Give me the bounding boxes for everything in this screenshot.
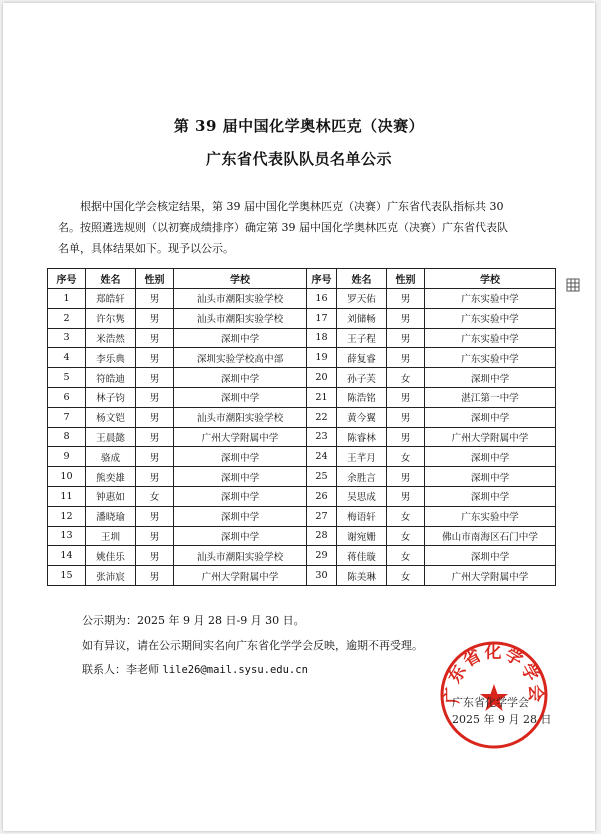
header-gender: 性别 — [136, 269, 174, 289]
header-gender: 性别 — [387, 269, 425, 289]
cell-gender: 男 — [136, 526, 174, 546]
cell-gender: 男 — [136, 387, 174, 407]
cell-school: 深圳中学 — [174, 506, 307, 526]
cell-school: 深圳中学 — [425, 407, 556, 427]
cell-gender: 男 — [136, 506, 174, 526]
cell-gender: 男 — [136, 447, 174, 467]
cell-name: 钟惠如 — [86, 486, 136, 506]
cell-name: 王晨懿 — [86, 427, 136, 447]
cell-index: 20 — [307, 368, 337, 388]
cell-index: 14 — [48, 546, 86, 566]
table-expand-icon[interactable] — [566, 278, 580, 292]
document-subtitle: 广东省代表队队员名单公示 — [205, 150, 392, 168]
cell-gender: 男 — [387, 308, 425, 328]
cell-gender: 男 — [387, 407, 425, 427]
contact-line — [82, 661, 308, 677]
contact-label: 联系人：李老师 — [82, 663, 163, 676]
cell-name: 罗天佑 — [337, 289, 387, 309]
header-name: 姓名 — [337, 269, 387, 289]
cell-index: 18 — [307, 328, 337, 348]
document-title: 第 39 届中国化学奥林匹克（决赛） — [173, 117, 425, 135]
cell-gender: 男 — [387, 289, 425, 309]
cell-index: 3 — [48, 328, 86, 348]
cell-school: 广东实验中学 — [425, 289, 556, 309]
cell-index: 30 — [307, 566, 337, 586]
cell-index: 16 — [307, 289, 337, 309]
cell-school: 深圳中学 — [174, 387, 307, 407]
intro-paragraph — [58, 196, 553, 259]
table-row — [48, 289, 556, 309]
table-row — [48, 308, 556, 328]
table-row — [48, 566, 556, 586]
table-row — [48, 447, 556, 467]
intro-line: 根据中国化学会核定结果，第 39 届中国化学奥林匹克（决赛）广东省代表队指标共 30 — [80, 200, 504, 213]
cell-name: 符皓迪 — [86, 368, 136, 388]
cell-gender: 男 — [136, 427, 174, 447]
table-row — [48, 348, 556, 368]
notice-period: 公示期为：2025 年 9 月 28 日-9 月 30 日。 — [82, 614, 305, 627]
header-index: 序号 — [307, 269, 337, 289]
document-page — [3, 3, 595, 831]
cell-index: 24 — [307, 447, 337, 467]
cell-school: 深圳中学 — [174, 467, 307, 487]
cell-school: 深圳中学 — [174, 447, 307, 467]
cell-name: 王芊月 — [337, 447, 387, 467]
cell-school: 广州大学附属中学 — [425, 566, 556, 586]
cell-school: 广州大学附属中学 — [174, 427, 307, 447]
cell-index: 10 — [48, 467, 86, 487]
cell-gender: 男 — [136, 328, 174, 348]
cell-gender: 男 — [387, 427, 425, 447]
cell-gender: 男 — [136, 368, 174, 388]
cell-name: 谢宛姗 — [337, 526, 387, 546]
cell-name: 骆成 — [86, 447, 136, 467]
cell-gender: 女 — [387, 546, 425, 566]
cell-school: 汕头市潮阳实验学校 — [174, 546, 307, 566]
header-index: 序号 — [48, 269, 86, 289]
cell-gender: 女 — [136, 486, 174, 506]
cell-index: 21 — [307, 387, 337, 407]
cell-index: 13 — [48, 526, 86, 546]
cell-name: 李乐典 — [86, 348, 136, 368]
cell-name: 薛复睿 — [337, 348, 387, 368]
cell-name: 黄今翼 — [337, 407, 387, 427]
cell-gender: 男 — [387, 348, 425, 368]
cell-school: 深圳中学 — [425, 467, 556, 487]
cell-school: 深圳实验学校高中部 — [174, 348, 307, 368]
contact-email[interactable]: lile26@mail.sysu.edu.cn — [162, 664, 308, 676]
cell-gender: 女 — [387, 526, 425, 546]
table-row — [48, 506, 556, 526]
cell-index: 27 — [307, 506, 337, 526]
cell-school: 深圳中学 — [174, 368, 307, 388]
cell-name: 蒋佳璇 — [337, 546, 387, 566]
cell-school: 湛江第一中学 — [425, 387, 556, 407]
cell-gender: 男 — [387, 387, 425, 407]
table-header-row — [48, 269, 556, 289]
cell-school: 深圳中学 — [425, 486, 556, 506]
objection-note: 如有异议，请在公示期间实名向广东省化学学会反映，逾期不再受理。 — [82, 639, 423, 652]
signature-date: 2025 年 9 月 28 日 — [452, 713, 552, 726]
cell-index: 23 — [307, 427, 337, 447]
cell-index: 9 — [48, 447, 86, 467]
cell-gender: 男 — [136, 546, 174, 566]
cell-gender: 男 — [136, 467, 174, 487]
table-row — [48, 526, 556, 546]
header-name: 姓名 — [86, 269, 136, 289]
cell-name: 郑皓轩 — [86, 289, 136, 309]
cell-index: 1 — [48, 289, 86, 309]
cell-name: 余胜言 — [337, 467, 387, 487]
cell-name: 潘晓瑜 — [86, 506, 136, 526]
cell-school: 汕头市潮阳实验学校 — [174, 289, 307, 309]
cell-school: 深圳中学 — [425, 447, 556, 467]
cell-school: 汕头市潮阳实验学校 — [174, 407, 307, 427]
cell-gender: 女 — [387, 368, 425, 388]
cell-gender: 男 — [136, 407, 174, 427]
table-row — [48, 546, 556, 566]
header-school: 学校 — [425, 269, 556, 289]
header-school: 学校 — [174, 269, 307, 289]
cell-index: 26 — [307, 486, 337, 506]
cell-school: 广东实验中学 — [425, 308, 556, 328]
cell-gender: 男 — [136, 348, 174, 368]
table-row — [48, 387, 556, 407]
cell-name: 米浩然 — [86, 328, 136, 348]
cell-school: 广东实验中学 — [425, 348, 556, 368]
cell-gender: 男 — [387, 467, 425, 487]
cell-name: 梅语轩 — [337, 506, 387, 526]
cell-name: 陈美琳 — [337, 566, 387, 586]
intro-line: 名单，具体结果如下。现予以公示。 — [58, 242, 234, 255]
cell-name: 张沛宸 — [86, 566, 136, 586]
cell-gender: 男 — [387, 328, 425, 348]
intro-line: 名。按照遴选规则（以初赛成绩排序）确定第 39 届中国化学奥林匹克（决赛）广东省代表队 — [58, 221, 508, 234]
cell-name: 陈浩铭 — [337, 387, 387, 407]
cell-name: 陈睿林 — [337, 427, 387, 447]
cell-gender: 男 — [136, 566, 174, 586]
cell-school: 深圳中学 — [174, 486, 307, 506]
cell-index: 28 — [307, 526, 337, 546]
cell-index: 22 — [307, 407, 337, 427]
cell-school: 广东实验中学 — [425, 506, 556, 526]
cell-index: 12 — [48, 506, 86, 526]
cell-name: 林子钧 — [86, 387, 136, 407]
roster-table — [47, 268, 556, 586]
cell-name: 王子程 — [337, 328, 387, 348]
cell-name: 姚佳乐 — [86, 546, 136, 566]
cell-index: 25 — [307, 467, 337, 487]
cell-index: 5 — [48, 368, 86, 388]
cell-index: 4 — [48, 348, 86, 368]
cell-name: 刘储畅 — [337, 308, 387, 328]
cell-index: 19 — [307, 348, 337, 368]
cell-index: 6 — [48, 387, 86, 407]
cell-school: 深圳中学 — [425, 368, 556, 388]
cell-name: 孙子芙 — [337, 368, 387, 388]
signature-org: 广东省化学学会 — [452, 696, 529, 709]
cell-name: 熊奕雄 — [86, 467, 136, 487]
table-row — [48, 486, 556, 506]
cell-name: 王圳 — [86, 526, 136, 546]
cell-gender: 女 — [387, 447, 425, 467]
cell-school: 深圳中学 — [174, 526, 307, 546]
cell-index: 17 — [307, 308, 337, 328]
cell-school: 深圳中学 — [174, 328, 307, 348]
cell-name: 许尔隽 — [86, 308, 136, 328]
table-row — [48, 407, 556, 427]
cell-index: 29 — [307, 546, 337, 566]
cell-name: 杨文铠 — [86, 407, 136, 427]
cell-index: 7 — [48, 407, 86, 427]
cell-index: 15 — [48, 566, 86, 586]
table-row — [48, 368, 556, 388]
cell-gender: 男 — [136, 308, 174, 328]
cell-gender: 女 — [387, 566, 425, 586]
cell-school: 佛山市南海区石门中学 — [425, 526, 556, 546]
cell-school: 广东实验中学 — [425, 328, 556, 348]
table-row — [48, 427, 556, 447]
cell-gender: 女 — [387, 506, 425, 526]
cell-school: 汕头市潮阳实验学校 — [174, 308, 307, 328]
cell-index: 11 — [48, 486, 86, 506]
cell-school: 深圳中学 — [425, 546, 556, 566]
cell-name: 吴思成 — [337, 486, 387, 506]
cell-index: 8 — [48, 427, 86, 447]
cell-index: 2 — [48, 308, 86, 328]
cell-school: 广州大学附属中学 — [174, 566, 307, 586]
cell-school: 广州大学附属中学 — [425, 427, 556, 447]
cell-gender: 男 — [136, 289, 174, 309]
seal-text: 广东省化学学会 — [442, 642, 546, 704]
cell-gender: 男 — [387, 486, 425, 506]
table-row — [48, 328, 556, 348]
table-row — [48, 467, 556, 487]
